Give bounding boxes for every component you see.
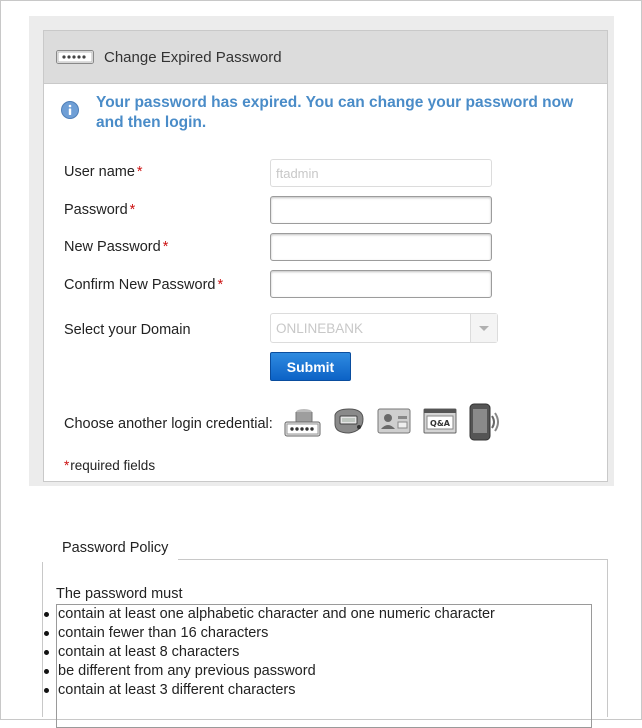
policy-rule: be different from any previous password bbox=[58, 663, 316, 679]
username-label-text: User name bbox=[64, 164, 135, 180]
new-password-label bbox=[64, 239, 168, 255]
confirm-password-label bbox=[64, 277, 223, 293]
username-label bbox=[64, 164, 143, 180]
list-item bbox=[57, 643, 591, 662]
required-fields-note bbox=[64, 458, 155, 473]
password-field[interactable] bbox=[270, 196, 492, 224]
required-asterisk: * bbox=[129, 202, 136, 218]
submit-button[interactable]: Submit bbox=[270, 352, 351, 381]
password-label bbox=[64, 202, 135, 218]
bullet-icon bbox=[44, 631, 49, 636]
policy-rules-list bbox=[56, 604, 592, 728]
username-field[interactable] bbox=[270, 159, 492, 187]
bullet-icon bbox=[44, 612, 49, 617]
bullet-icon bbox=[44, 688, 49, 693]
confirm-password-label-text: Confirm New Password bbox=[64, 277, 216, 293]
id-card-icon[interactable] bbox=[376, 403, 412, 439]
bullet-icon bbox=[44, 650, 49, 655]
domain-select[interactable] bbox=[270, 313, 498, 343]
list-item bbox=[57, 624, 591, 643]
info-icon bbox=[61, 101, 79, 119]
password-label-text: Password bbox=[64, 202, 128, 218]
bullet-icon bbox=[44, 669, 49, 674]
card-header bbox=[44, 31, 607, 84]
policy-rule: contain at least 3 different characters bbox=[58, 682, 296, 698]
required-asterisk: * bbox=[64, 458, 70, 473]
domain-selected-value: ONLINEBANK bbox=[276, 321, 364, 336]
policy-rule: contain at least one alphabetic character and one numeric character bbox=[58, 606, 495, 622]
domain-label: Select your Domain bbox=[64, 322, 191, 338]
policy-title: Password Policy bbox=[62, 540, 169, 556]
required-asterisk: * bbox=[217, 277, 224, 293]
confirm-password-field[interactable] bbox=[270, 270, 492, 298]
change-password-card bbox=[43, 30, 608, 482]
svg-text:Q&A: Q&A bbox=[430, 419, 450, 428]
policy-rule: contain at least 8 characters bbox=[58, 644, 240, 660]
required-note-text: required fields bbox=[70, 458, 156, 473]
credential-label: Choose another login credential: bbox=[64, 416, 273, 432]
new-password-field[interactable] bbox=[270, 233, 492, 261]
policy-legend bbox=[42, 536, 178, 562]
list-item bbox=[57, 662, 591, 681]
chevron-down-icon[interactable] bbox=[470, 314, 497, 342]
card-title: Change Expired Password bbox=[104, 49, 282, 66]
policy-intro: The password must bbox=[56, 586, 183, 602]
qa-icon[interactable] bbox=[422, 403, 458, 439]
list-item bbox=[57, 605, 591, 624]
required-asterisk: * bbox=[162, 239, 169, 255]
otp-token-icon[interactable] bbox=[331, 403, 367, 439]
password-field-icon bbox=[56, 50, 94, 64]
expired-notice: Your password has expired. You can change your password now and then login. bbox=[96, 94, 574, 131]
new-password-label-text: New Password bbox=[64, 239, 161, 255]
policy-rule: contain fewer than 16 characters bbox=[58, 625, 269, 641]
password-policy-panel bbox=[42, 559, 608, 717]
required-asterisk: * bbox=[136, 164, 143, 180]
list-item bbox=[57, 681, 591, 700]
password-token-icon[interactable] bbox=[284, 403, 322, 439]
mobile-phone-icon[interactable] bbox=[467, 403, 499, 443]
